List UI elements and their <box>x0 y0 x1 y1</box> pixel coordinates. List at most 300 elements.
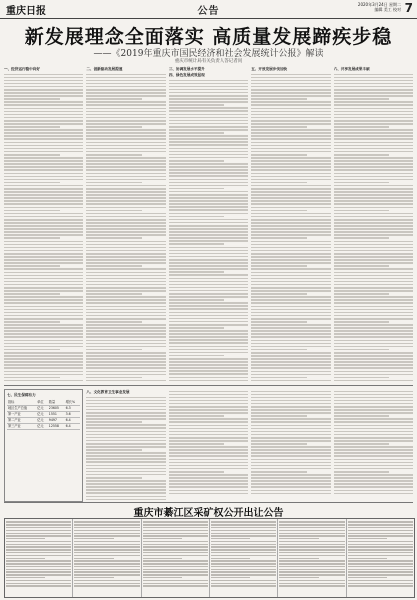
notice-line <box>74 571 139 572</box>
text-line <box>86 268 165 270</box>
text-line <box>251 117 330 119</box>
text-line <box>4 241 83 243</box>
text-line <box>334 397 413 399</box>
text-line <box>86 406 165 408</box>
notice-column <box>210 519 278 597</box>
text-line <box>4 231 83 233</box>
text-line <box>251 272 330 274</box>
table-cell: 亿元 <box>36 424 48 430</box>
text-line <box>251 262 330 264</box>
text-line <box>86 330 165 332</box>
text-line <box>251 142 330 144</box>
notice-line <box>211 583 276 584</box>
text-line <box>251 89 330 91</box>
text-line <box>4 98 60 100</box>
text-line <box>86 145 165 147</box>
notice-line <box>348 580 413 581</box>
text-line <box>169 256 248 258</box>
text-line <box>4 333 83 335</box>
notice-line <box>6 555 71 556</box>
notice-line <box>143 577 182 578</box>
text-line <box>4 203 83 205</box>
text-line <box>169 101 248 103</box>
text-line <box>4 361 83 363</box>
text-line <box>334 309 413 311</box>
text-line <box>334 302 413 304</box>
text-line <box>169 169 248 171</box>
notice-box <box>4 518 415 598</box>
text-line <box>4 182 60 184</box>
notice-line <box>74 552 139 553</box>
text-line <box>86 166 165 168</box>
text-line <box>169 228 248 230</box>
notice-line <box>6 580 71 581</box>
notice-line <box>348 583 413 584</box>
text-line <box>4 237 60 239</box>
text-line <box>86 104 165 106</box>
text-line <box>334 154 390 156</box>
notice-line <box>6 530 71 531</box>
text-line <box>86 231 165 233</box>
notice-line <box>211 580 276 581</box>
stats-table <box>7 400 80 430</box>
text-line <box>251 83 330 85</box>
notice-line <box>279 546 344 547</box>
text-line <box>169 185 248 187</box>
text-line <box>251 437 330 439</box>
notice-line <box>211 577 250 578</box>
text-line <box>86 306 165 308</box>
text-line <box>169 373 248 375</box>
text-line <box>86 123 165 125</box>
text-line <box>169 355 225 357</box>
text-line <box>251 80 330 82</box>
notice-line <box>143 583 208 584</box>
text-line <box>169 471 225 473</box>
text-line <box>334 400 413 402</box>
text-line <box>334 247 413 249</box>
text-line <box>334 290 413 292</box>
text-line <box>334 434 413 436</box>
text-line <box>86 400 165 402</box>
text-line <box>251 123 330 125</box>
text-line <box>251 474 330 476</box>
text-line <box>334 126 390 128</box>
text-line <box>334 409 413 411</box>
notice-line <box>348 524 413 525</box>
text-line <box>169 455 248 457</box>
text-line <box>169 250 248 252</box>
text-line <box>334 120 413 122</box>
text-line <box>251 163 330 165</box>
notice-line <box>74 521 139 522</box>
text-line <box>86 262 165 264</box>
text-line <box>169 132 225 134</box>
text-line <box>86 182 142 184</box>
text-line <box>251 228 330 230</box>
text-line <box>251 268 330 270</box>
table-cell: 6.4 <box>65 424 81 430</box>
notice-line <box>74 533 139 534</box>
text-line <box>251 203 330 205</box>
text-line <box>86 302 165 304</box>
text-line <box>169 349 248 351</box>
text-line <box>251 114 330 116</box>
text-line <box>169 468 248 470</box>
text-line <box>334 89 413 91</box>
text-line <box>334 406 413 408</box>
text-line <box>251 318 330 320</box>
text-line <box>251 216 330 218</box>
text-line <box>251 315 330 317</box>
text-line <box>86 492 165 494</box>
text-line <box>251 490 330 492</box>
notice-line <box>6 544 71 545</box>
text-line <box>4 83 83 85</box>
text-line <box>251 306 330 308</box>
text-line <box>251 434 330 436</box>
text-line <box>251 367 330 369</box>
text-line <box>251 364 330 366</box>
text-line <box>334 148 413 150</box>
text-line <box>4 380 83 382</box>
masthead <box>0 0 417 19</box>
text-line <box>334 200 413 202</box>
text-line <box>169 330 248 332</box>
notice-line <box>143 552 208 553</box>
text-line <box>86 364 165 366</box>
text-line <box>169 290 248 292</box>
notice-line <box>74 527 139 528</box>
text-line <box>334 74 413 76</box>
text-line <box>169 144 248 146</box>
text-line <box>169 83 248 85</box>
text-line <box>86 299 165 301</box>
text-line <box>334 272 413 274</box>
text-line <box>86 427 165 429</box>
text-line <box>251 185 330 187</box>
text-line <box>169 409 248 411</box>
text-line <box>251 403 330 405</box>
text-line <box>4 306 83 308</box>
text-line <box>251 275 330 277</box>
text-line <box>86 471 165 473</box>
notice-line <box>143 527 208 528</box>
notice-line <box>279 569 344 570</box>
table-cell: 12558 <box>48 424 65 430</box>
notice-line <box>74 583 139 584</box>
text-line <box>334 163 413 165</box>
text-line <box>86 114 165 116</box>
text-line <box>169 107 248 109</box>
text-line <box>86 367 165 369</box>
text-line <box>169 305 248 307</box>
text-line <box>251 327 330 329</box>
text-line <box>169 129 248 131</box>
text-line <box>334 86 413 88</box>
notice-line <box>6 574 71 575</box>
text-line <box>334 364 413 366</box>
text-line <box>251 468 330 470</box>
text-line <box>251 406 330 408</box>
text-line <box>169 157 248 159</box>
notice-grid <box>5 519 414 597</box>
text-line <box>4 281 83 283</box>
text-line <box>4 114 83 116</box>
text-line <box>334 225 413 227</box>
text-line <box>86 247 165 249</box>
text-line <box>334 241 413 243</box>
text-line <box>4 138 83 140</box>
notice-line <box>348 530 413 531</box>
lower-column-4 <box>251 389 330 502</box>
text-line <box>334 213 413 215</box>
text-line <box>86 169 165 171</box>
article-byline: 重庆市统计局有关负责人答记者问 <box>174 59 243 64</box>
notice-line <box>211 546 276 547</box>
text-line <box>251 330 330 332</box>
text-line <box>169 154 248 156</box>
text-line <box>86 237 142 239</box>
text-line <box>334 129 413 131</box>
text-line <box>334 391 413 393</box>
text-line <box>251 132 330 134</box>
text-line <box>86 117 165 119</box>
text-line <box>169 175 248 177</box>
text-line <box>251 346 330 348</box>
text-line <box>251 194 330 196</box>
text-line <box>251 250 330 252</box>
text-line <box>334 231 413 233</box>
text-line <box>4 188 83 190</box>
text-line <box>251 173 330 175</box>
table-row <box>7 424 80 430</box>
text-line <box>4 222 83 224</box>
text-line <box>86 151 165 153</box>
text-line <box>334 296 413 298</box>
text-line <box>334 355 413 357</box>
text-line <box>334 166 413 168</box>
text-line <box>251 256 330 258</box>
text-line <box>251 309 330 311</box>
notice-line <box>143 544 208 545</box>
text-line <box>86 355 165 357</box>
text-line <box>86 132 165 134</box>
sidebar-frame <box>4 389 83 502</box>
text-line <box>251 480 330 482</box>
text-line <box>86 312 165 314</box>
text-line <box>86 437 165 439</box>
text-line <box>86 92 165 94</box>
text-line <box>86 160 165 162</box>
text-line <box>4 275 83 277</box>
text-line <box>251 340 330 342</box>
text-line <box>251 265 307 267</box>
notice-line <box>348 555 413 556</box>
text-line <box>334 440 413 442</box>
notice-line <box>211 552 276 553</box>
notice-line <box>6 533 71 534</box>
text-line <box>4 340 83 342</box>
text-line <box>334 169 413 171</box>
text-line <box>251 244 330 246</box>
text-line <box>169 135 248 137</box>
text-line <box>4 225 83 227</box>
section-heading: 一、经济运行稳中向好 <box>4 67 40 71</box>
text-line <box>251 225 330 227</box>
text-line <box>4 89 83 91</box>
text-line <box>334 462 413 464</box>
text-line <box>86 440 165 442</box>
text-line <box>169 418 248 420</box>
text-line <box>251 145 330 147</box>
text-line <box>169 247 248 249</box>
text-line <box>169 397 248 399</box>
text-line <box>251 169 330 171</box>
text-line <box>334 185 413 187</box>
text-line <box>86 281 165 283</box>
text-line <box>86 191 165 193</box>
text-line <box>169 358 248 360</box>
notice-line <box>74 524 139 525</box>
notice-line <box>6 552 71 553</box>
text-line <box>4 250 83 252</box>
text-line <box>251 148 330 150</box>
notice-line <box>279 583 344 584</box>
notice-line <box>143 563 208 564</box>
text-line <box>86 126 142 128</box>
text-line <box>4 142 83 144</box>
text-line <box>169 308 248 310</box>
text-line <box>169 315 248 317</box>
text-line <box>334 493 413 495</box>
text-line <box>169 194 248 196</box>
notice-line <box>211 533 276 534</box>
text-line <box>4 278 83 280</box>
text-line <box>169 327 225 329</box>
text-line <box>169 182 248 184</box>
text-line <box>251 355 330 357</box>
text-line <box>86 431 165 433</box>
text-line <box>169 493 248 495</box>
text-line <box>4 256 83 258</box>
text-line <box>251 259 330 261</box>
table-cell: 地区生产总值 <box>7 406 36 412</box>
text-line <box>169 474 248 476</box>
text-line <box>4 123 83 125</box>
text-line <box>251 358 330 360</box>
text-line <box>251 108 330 110</box>
text-line <box>169 425 248 427</box>
newspaper-logo: 重庆日报 <box>6 6 46 17</box>
text-line <box>334 403 413 405</box>
text-line <box>4 299 83 301</box>
text-line <box>86 83 165 85</box>
text-line <box>86 499 165 501</box>
text-line <box>334 452 413 454</box>
text-line <box>4 95 83 97</box>
text-line <box>4 253 83 255</box>
notice-line <box>74 546 139 547</box>
text-line <box>251 299 330 301</box>
text-line <box>86 452 165 454</box>
text-line <box>4 74 83 76</box>
notice-line <box>74 574 139 575</box>
text-line <box>334 428 413 430</box>
notice-line <box>74 577 113 578</box>
text-line <box>169 219 248 221</box>
text-line <box>334 486 413 488</box>
notice-line <box>143 580 208 581</box>
notice-line <box>279 538 318 539</box>
notice-line <box>348 560 413 561</box>
text-line <box>4 352 83 354</box>
text-line <box>334 318 413 320</box>
text-line <box>86 203 165 205</box>
text-line <box>251 179 330 181</box>
text-line <box>4 355 83 357</box>
divider <box>4 502 413 503</box>
text-line <box>334 480 413 482</box>
text-line <box>251 428 330 430</box>
notice-line <box>279 571 344 572</box>
text-line <box>86 213 165 215</box>
notice-line <box>143 558 182 559</box>
text-line <box>169 431 248 433</box>
text-line <box>86 108 165 110</box>
text-line <box>251 160 330 162</box>
text-line <box>86 142 165 144</box>
text-line <box>251 296 330 298</box>
text-line <box>86 349 142 351</box>
text-line <box>86 259 165 261</box>
notice-line <box>6 577 45 578</box>
text-line <box>4 272 83 274</box>
text-line <box>334 421 413 423</box>
text-line <box>4 346 83 348</box>
page-number: 7 <box>404 1 413 15</box>
text-line <box>251 371 330 373</box>
text-line <box>334 321 390 323</box>
text-line <box>86 157 165 159</box>
text-line <box>4 160 83 162</box>
text-line <box>86 321 142 323</box>
text-line <box>251 425 330 427</box>
text-line <box>251 415 307 417</box>
text-line <box>4 213 83 215</box>
text-line <box>251 237 307 239</box>
notice-line <box>348 538 387 539</box>
notice-line <box>143 566 208 567</box>
text-line <box>334 101 413 103</box>
notice-line <box>279 521 344 522</box>
notice-line <box>143 541 208 542</box>
text-line <box>251 343 330 345</box>
text-line <box>251 421 330 423</box>
notice-line <box>211 544 276 545</box>
text-line <box>4 216 83 218</box>
section-heading: 五、开放发展步伐加快 <box>251 67 288 71</box>
text-line <box>169 324 248 326</box>
text-line <box>169 237 248 239</box>
text-line <box>169 141 248 143</box>
text-line <box>251 135 330 137</box>
text-line <box>4 154 60 156</box>
section-heading: 二、创新驱动发展提速 <box>86 67 123 71</box>
text-line <box>251 231 330 233</box>
text-line <box>4 151 83 153</box>
text-line <box>334 459 413 461</box>
